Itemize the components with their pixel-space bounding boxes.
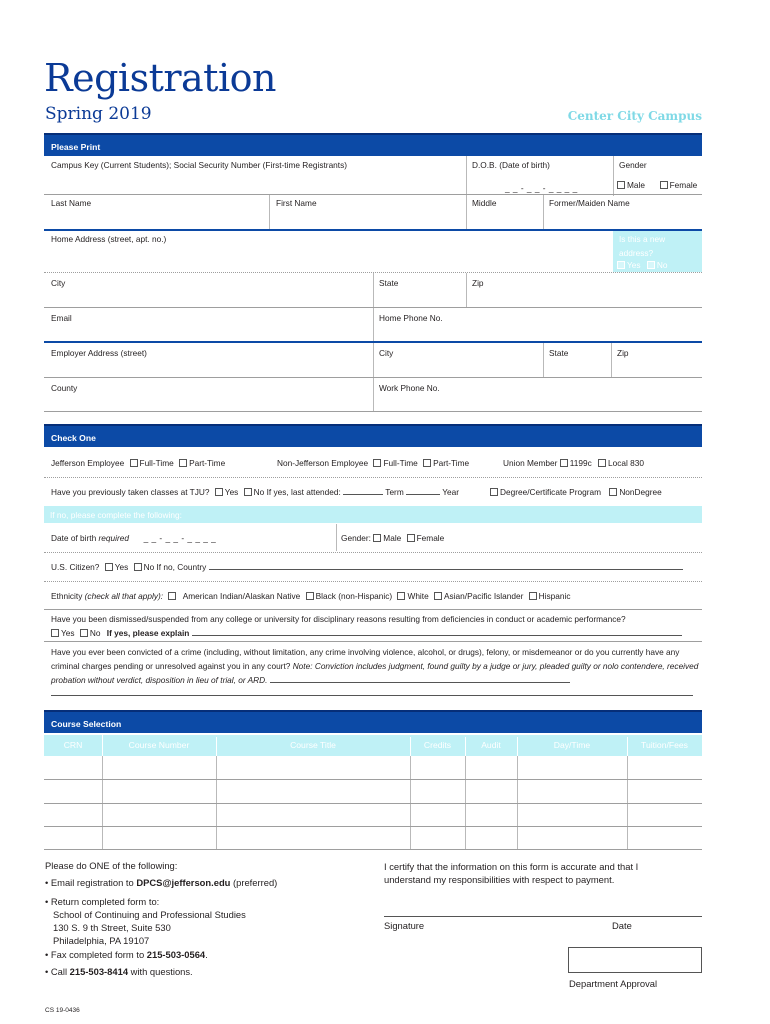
row-names [44,195,702,231]
crime-question: Have you ever been convicted of a crime (including, without limitation, any crime involving violence, alcohol, or drugs), felony, or misdemeanor or do you currently have any criminal charges pending or unresolved against you in any court? [51,647,680,671]
row-employer [44,343,702,377]
male-label: Male [627,180,645,190]
campus-key-label: Campus Key (Current Students); Social Security Number (First-time Registrants) [51,160,348,170]
page-title: Registration [44,56,276,100]
city-label: City [51,278,66,288]
previous-classes-label: Have you previously taken classes at TJU? [51,487,210,497]
row-city [44,273,702,308]
new-address-options: Yes No [617,260,667,270]
previous-classes-row: Have you previously taken classes at TJU? Yes No If yes, last attended: Term Year [51,487,459,497]
department-approval-box[interactable] [568,947,702,973]
dismissed-answer-row: Yes No If yes, please explain [51,628,682,638]
call-instruction: • Call 215-503-8414 with questions. [45,966,193,977]
dismissed-yes-checkbox[interactable] [51,629,59,637]
col-audit: Audit [481,740,501,750]
crime-question-block [51,645,701,687]
last-attended-term-input[interactable] [343,487,383,495]
union-830-checkbox[interactable] [598,459,606,467]
row-campus-key [44,156,702,196]
new-address-no-checkbox[interactable] [647,261,655,269]
new-address-question: Is this a new address? [619,234,666,258]
campus-label: Center City Campus [567,109,702,123]
eth-hispanic-checkbox[interactable] [529,592,537,600]
ethnicity-row: Ethnicity (check all that apply): American Indian/Alaskan Native Black (non-Hispanic) White Asian/Pacific Islander Hispanic [51,591,571,601]
fax-instruction: • Fax completed form to 215-503-0564. [45,949,208,960]
employer-zip-label: Zip [617,348,629,358]
non-jefferson-employee-label: Non-Jefferson Employee [277,458,369,468]
eth-asian-checkbox[interactable] [434,592,442,600]
col-course-title: Course Title [290,740,336,750]
please-print-bar: Please Print [44,133,702,156]
course-table-body [44,756,702,850]
gender-label: Gender [619,160,647,170]
gender2-female-checkbox[interactable] [407,534,415,542]
union-member-row: Union Member 1199c Local 830 [503,458,645,468]
new-address-box [613,231,702,272]
instructions-heading: Please do ONE of the following: [45,860,178,871]
crime-note: Note: Conviction includes judgment, found guilty by a judge or jury, pleaded guilty or nolo contendere, received probation without verdict, disposition in lieu of trial, or ARD. [51,661,699,685]
union-member-label: Union Member [503,458,558,468]
phone-number: 215-503-8414 [69,966,129,977]
dismissed-explain-input[interactable] [192,628,682,636]
prev-no-checkbox[interactable] [244,488,252,496]
gender2-row: Gender: Male Female [341,533,445,543]
table-row[interactable] [44,803,702,804]
degree-row: Degree/Certificate Program NonDegree [490,487,662,497]
eth-black-checkbox[interactable] [306,592,314,600]
table-row[interactable] [44,826,702,827]
nonjeff-parttime-checkbox[interactable] [423,459,431,467]
nondegree-checkbox[interactable] [609,488,617,496]
crime-explain-line2[interactable] [51,695,693,696]
gender-options [617,180,697,190]
page-subtitle: Spring 2019 [45,104,152,124]
course-table-header [44,735,702,756]
col-credits: Credits [423,740,452,750]
signature-line[interactable] [384,916,702,917]
crime-explain-input[interactable] [270,675,570,683]
dismissed-no-checkbox[interactable] [80,629,88,637]
us-citizen-row: U.S. Citizen? Yes No If no, Country [51,562,683,572]
dob-label: D.O.B. (Date of birth) [472,160,550,170]
jefferson-employee-label: Jefferson Employee [51,458,125,468]
middle-label: Middle [472,198,497,208]
work-phone-label: Work Phone No. [379,383,440,393]
eth-native-checkbox[interactable] [168,592,176,600]
row-county [44,378,702,412]
female-label: Female [669,180,698,190]
date-label: Date [612,920,632,931]
dob2-input[interactable]: _ _ - _ _ - _ _ _ _ [143,533,217,543]
if-no-banner: If no, please complete the following: [44,506,702,523]
nonjeff-fulltime-checkbox[interactable] [373,459,381,467]
jeff-fulltime-checkbox[interactable] [130,459,138,467]
former-name-label: Former/Maiden Name [549,198,630,208]
union-1199c-checkbox[interactable] [560,459,568,467]
col-day-time: Day/Time [553,740,591,750]
employer-address-label: Employer Address (street) [51,348,147,358]
dob-row: Date of birth required _ _ - _ _ - _ _ _ _ [51,533,217,543]
col-crn: CRN [63,740,83,750]
country-input[interactable] [209,562,683,570]
zip-label: Zip [472,278,484,288]
county-label: County [51,383,78,393]
prev-yes-checkbox[interactable] [215,488,223,496]
col-tuition: Tuition/Fees [641,740,688,750]
email-link[interactable]: DPCS@jefferson.edu [136,877,231,888]
form-code: CS 19-0436 [45,1007,80,1014]
male-checkbox[interactable] [617,181,625,189]
department-approval-label: Department Approval [569,978,658,989]
email-label: Email [51,313,72,323]
col-course-number: Course Number [128,740,190,750]
new-address-yes-checkbox[interactable] [617,261,625,269]
gender2-male-checkbox[interactable] [373,534,381,542]
home-phone-label: Home Phone No. [379,313,443,323]
eth-white-checkbox[interactable] [397,592,405,600]
certify-statement: I certify that the information on this form is accurate and that I understand my responsibilities with respect to payment. [384,861,639,885]
citizen-no-checkbox[interactable] [134,563,142,571]
state-label: State [379,278,399,288]
first-name-label: First Name [276,198,317,208]
last-name-label: Last Name [51,198,92,208]
non-jefferson-employee-row: Non-Jefferson Employee Full-Time Part-Time [277,458,470,468]
address-line-2: 130 S. 9 th Street, Suite 530 [53,922,171,933]
row-home-address [44,231,702,273]
address-line-1: School of Continuing and Professional Studies [53,909,246,920]
table-row[interactable] [44,849,702,850]
check-one-bar: Check One [44,424,702,447]
mail-instruction: • Return completed form to: School of Continuing and Professional Studies 130 S. 9 th Street, Suite 530 Philadelphia, PA 19107 [45,896,246,946]
table-row[interactable] [44,779,702,780]
dob-input[interactable]: _ _ - _ _ - _ _ _ _ [505,183,578,193]
address-line-3: Philadelphia, PA 19107 [53,935,150,946]
signature-label: Signature [384,920,425,931]
citizen-yes-checkbox[interactable] [105,563,113,571]
row-email [44,308,702,342]
dismissed-question: Have you been dismissed/suspended from any college or university for disciplinary reasons resulting from deficiencies in conduct or academic performance? [51,614,626,624]
course-selection-bar: Course Selection [44,710,702,733]
degree-checkbox[interactable] [490,488,498,496]
jeff-parttime-checkbox[interactable] [179,459,187,467]
employer-city-label: City [379,348,394,358]
home-address-label: Home Address (street, apt. no.) [51,234,167,244]
last-attended-year-input[interactable] [406,487,440,495]
fax-number: 215-503-0564 [146,949,206,960]
employer-state-label: State [549,348,569,358]
female-checkbox[interactable] [660,181,668,189]
email-instruction: • Email registration to DPCS@jefferson.edu (preferred) [45,877,278,888]
jefferson-employee-row: Jefferson Employee Full-Time Part-Time [51,458,226,468]
